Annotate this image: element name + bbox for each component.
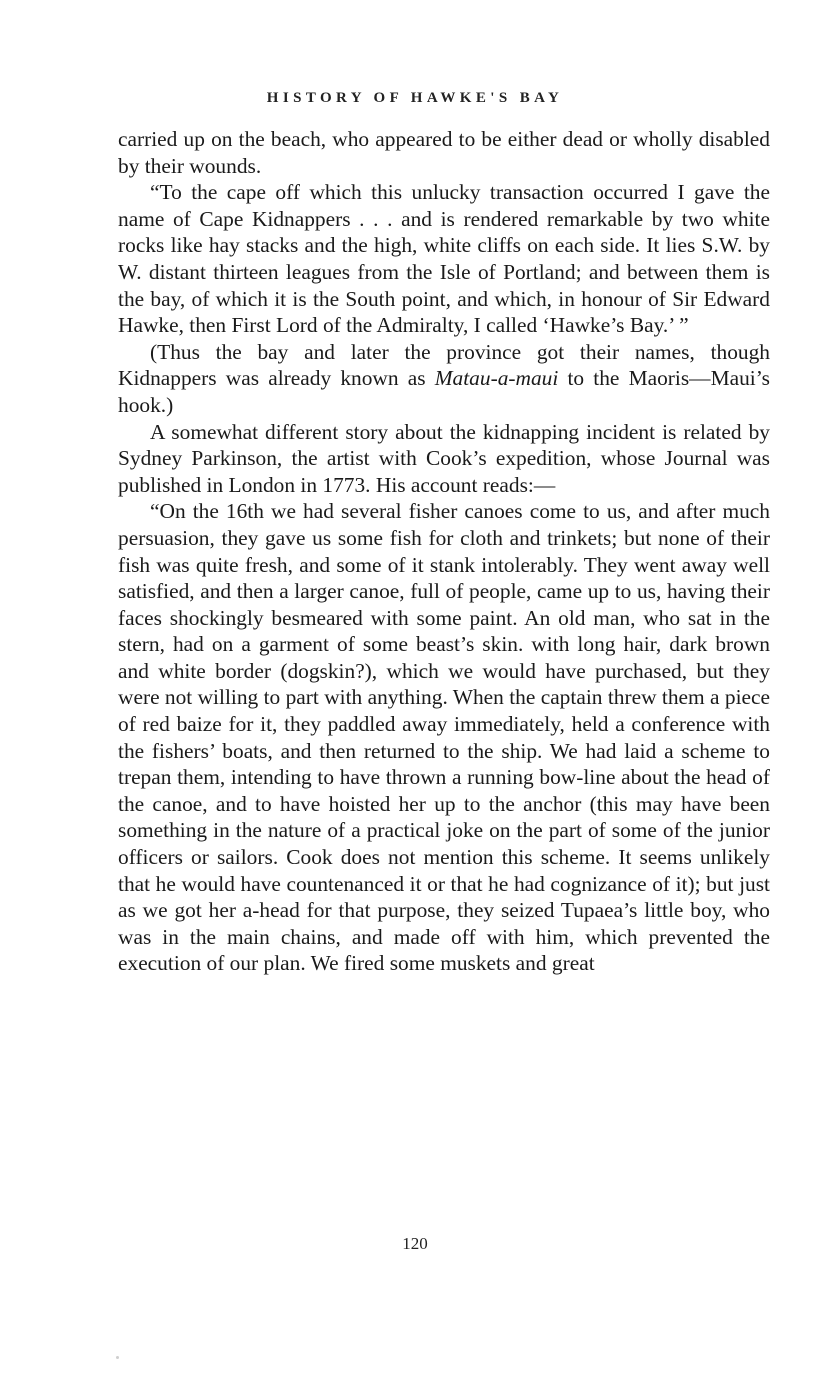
paragraph-3 [118,339,770,419]
paragraph-3-italic-term: Matau-a-maui [434,366,559,391]
body-text [118,126,770,977]
paragraph-3-text-after: to the Maoris—Maui’s hook.) [118,366,770,417]
paragraph-4: A somewhat different story about the kidnapping incident is related by Sydney Parkinson, the artist with Cook’s expedition, whose Journal was published in London in 1773. His account reads:— [118,419,770,497]
paragraph-2: “To the cape off which this unlucky transaction occurred I gave the name of Cape Kidnappers . . . and is rendered remarkable by two white rocks like hay stacks and the high, white cliffs on each side. It lies S.W. by W. distant thirteen leagues from the Isle of Portland; and between them is the bay, of which it is the South point, and which, in honour of Sir Edward Hawke, then First Lord of the Admiralty, I called ‘Hawke’s Bay.’ ” [118,180,770,338]
margin-speck [116,1356,119,1359]
paragraph-5: “On the 16th we had several fisher canoes come to us, and after much persuasion, they gave us some fish for cloth and trinkets; but none of their fish was quite fresh, and some of it stank intolerably. They went away well satisfied, and then a larger canoe, full of people, came up to us, having their faces shockingly besmeared with some paint. An old man, who sat in the stern, had on a garment of some beast’s skin. with long hair, dark brown and white border (dogskin?), which we would have purchased, but they were not willing to part with anything. When the captain threw them a piece of red baize for it, they paddled away immediately, held a conference with the fishers’ boats, and then returned to the ship. We had laid a scheme to trepan them, intending to have thrown a running bow-line about the head of the canoe, and to have hoisted her up to the anchor (this may have been something in the nature of a practical joke on the part of some of the junior officers or sailors. Cook does not mention this scheme. It seems unlikely that he would have countenanced it or that he had cognizance of it); but just as we got her a-head for that purpose, they seized Tupaea’s little boy, who was in the main chains, and made off with him, which prevented the execution of our plan. We fired some muskets and great [118,499,770,976]
paragraph-3-text-before: (Thus the bay and later the province got their names, though Kidnappers was already known as [118,339,770,391]
paragraph-1: carried up on the beach, who appeared to be either dead or wholly disabled by their wounds. [118,127,770,178]
running-head: HISTORY OF HAWKE'S BAY [266,90,564,106]
page-number: 120 [402,1234,428,1253]
